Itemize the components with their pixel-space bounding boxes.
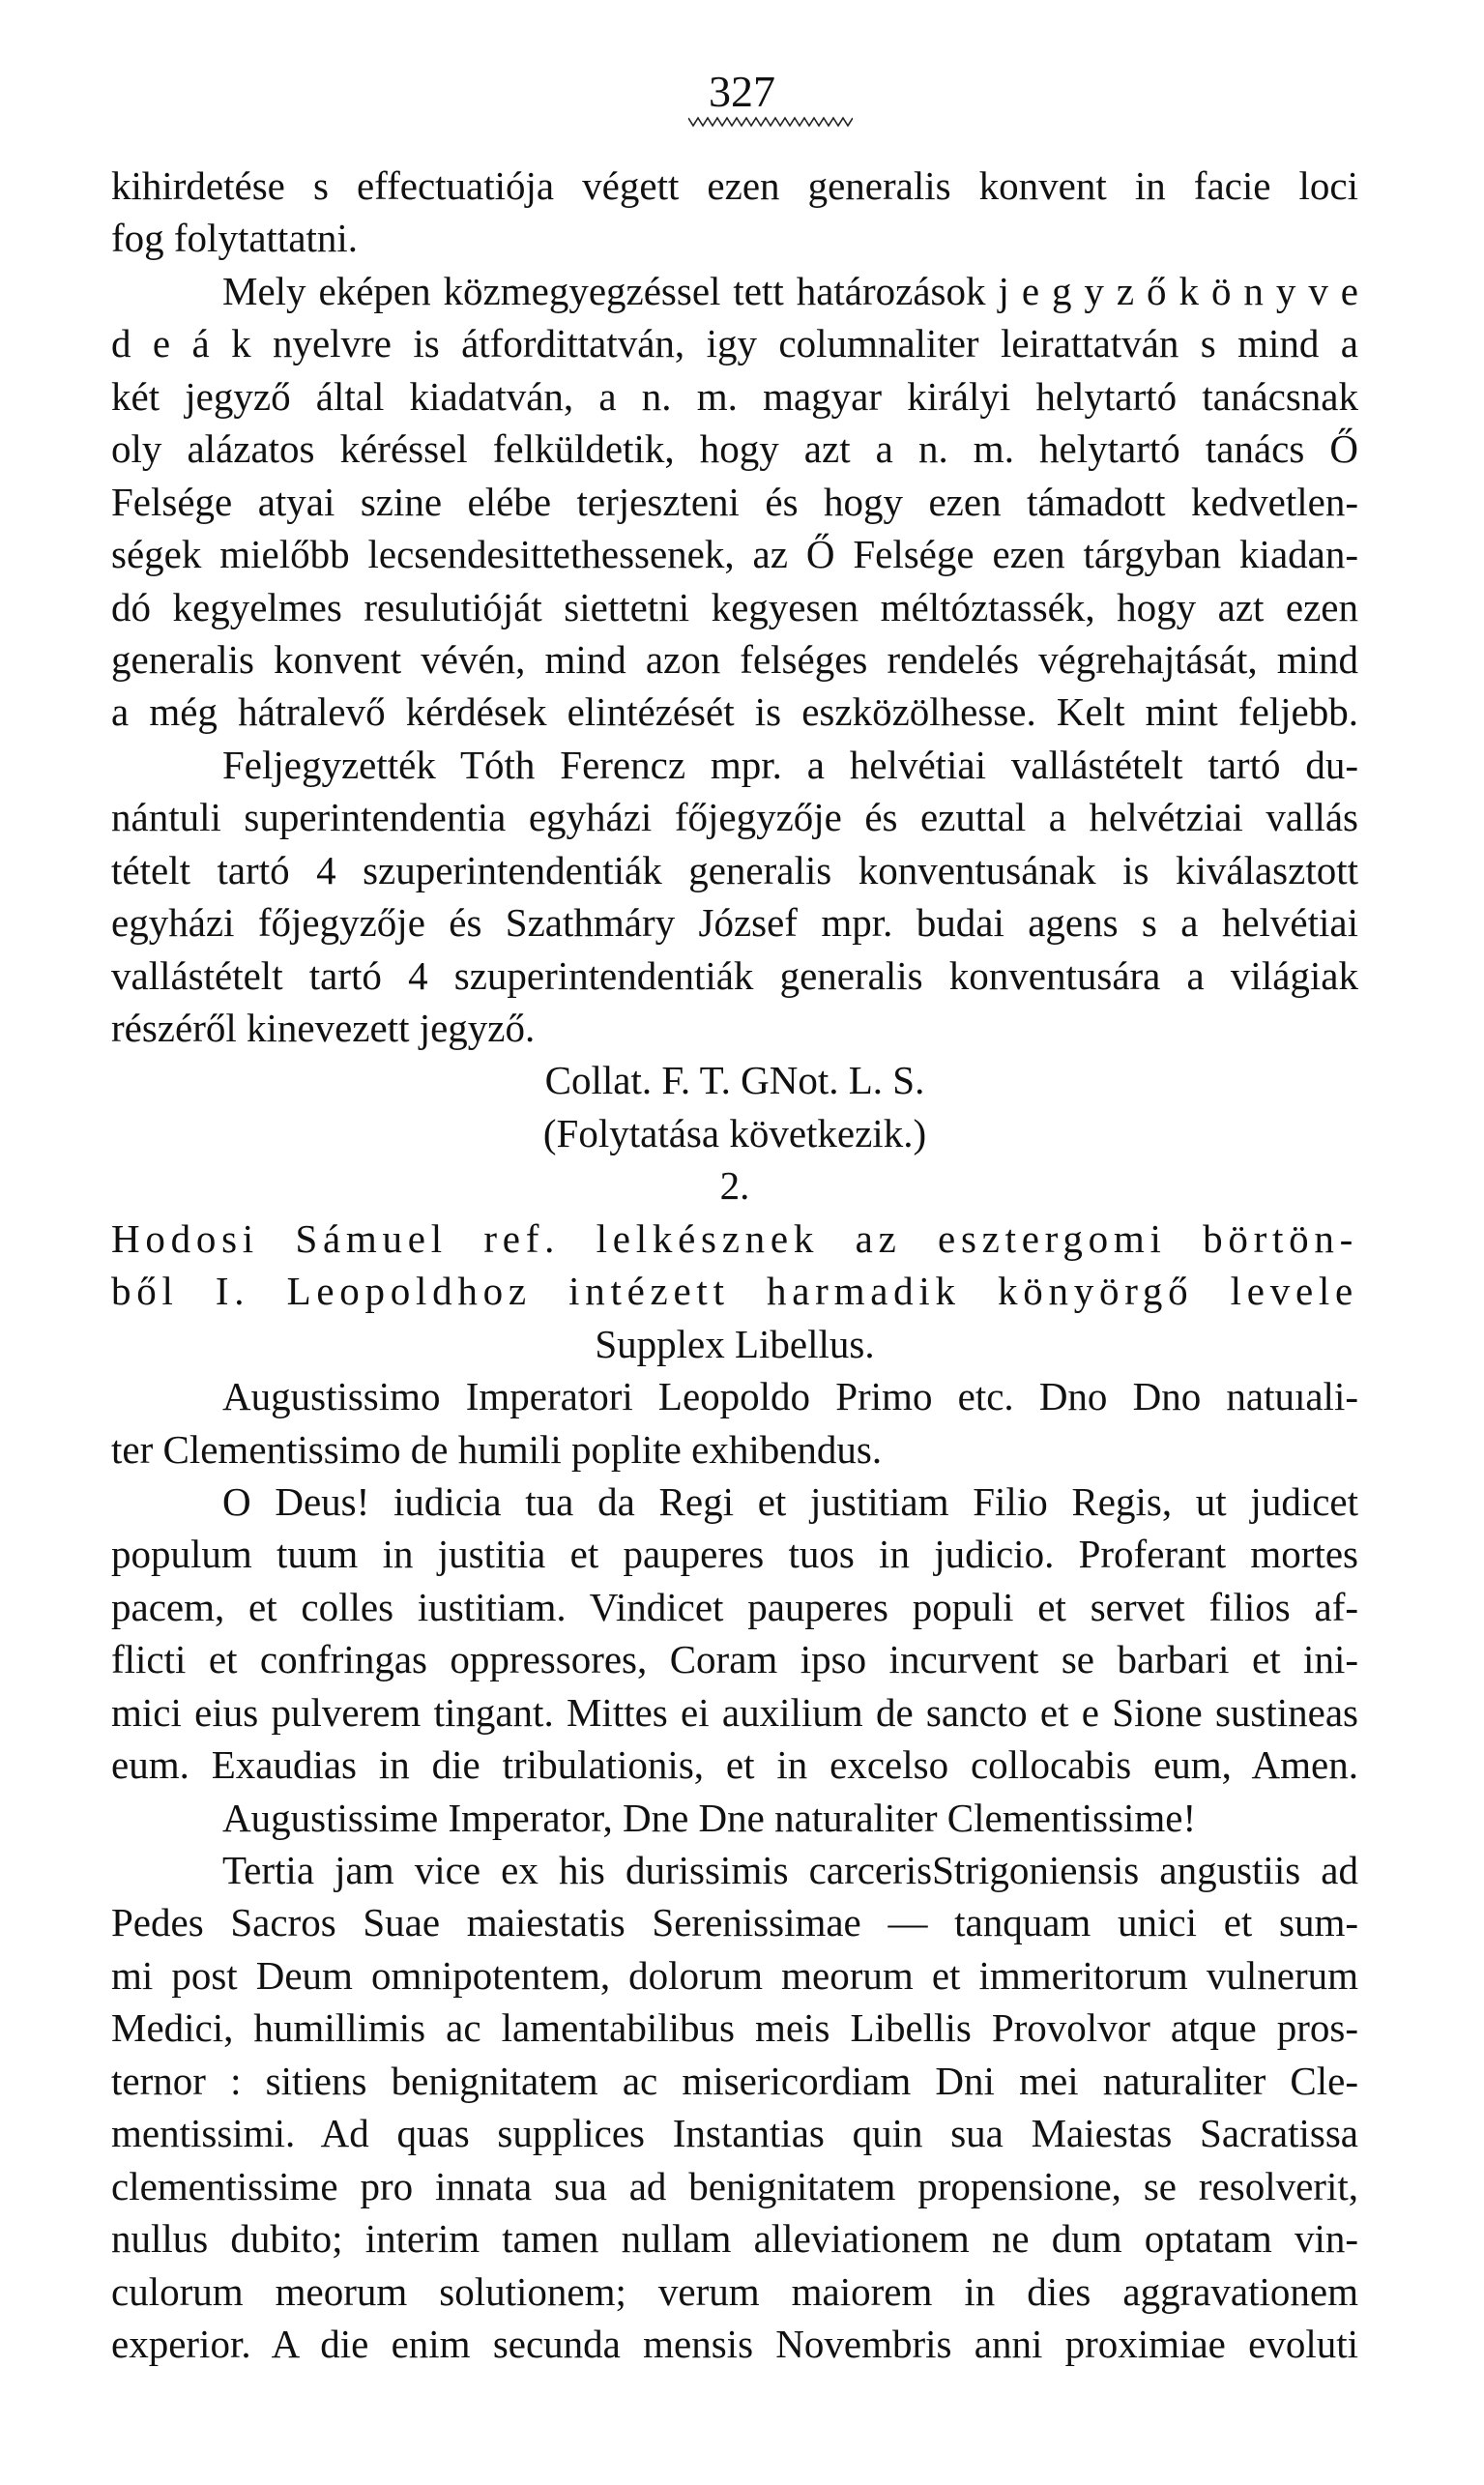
- text-line: nántuli superintendentia egyházi főjegyzője és ezuttal a helvétziai vallás: [111, 795, 1358, 840]
- text-line: két jegyző által kiadatván, a n. m. magyar királyi helytartó tanácsnak: [111, 373, 1358, 419]
- text-line: d e á k nyelvre is átfordittatván, igy columnaliter leirattatván s mind a: [111, 321, 1358, 366]
- text-line: experior. A die enim secunda mensis Novembris anni proximiae evoluti: [111, 2321, 1358, 2366]
- salutation-line: Augustissime Imperator, Dne Dne naturaliter Clementissime!: [222, 1795, 1197, 1840]
- decorative-wave-rule: [688, 114, 853, 128]
- text-line: oly alázatos kéréssel felküldetik, hogy azt a n. m. helytartó tanács Ő: [111, 426, 1358, 472]
- section-heading-line: ből I. Leopoldhoz intézett harmadik könyörgő levele: [111, 1269, 1358, 1314]
- text-line: eum. Exaudias in die tribulationis, et in excelso collocabis eum, Amen.: [111, 1742, 1358, 1788]
- paragraph-start-line: Mely eképen közmegyegzéssel tett határozások j e g y z ő k ö n y v e: [222, 268, 1358, 313]
- text-line: Medici, humillimis ac lamentabilibus meis Libellis Provolvor atque pros-: [111, 2005, 1358, 2051]
- paragraph-start-line: Feljegyzették Tóth Ferencz mpr. a helvétiai vallástételt tartó du-: [222, 742, 1358, 787]
- continuation-note: (Folytatása következik.): [542, 1110, 927, 1155]
- text-line: generalis konvent vévén, mind azon felséges rendelés végrehajtását, mind: [111, 636, 1358, 682]
- text-line: Felsége atyai szine elébe terjeszteni és hogy ezen támadott kedvetlen-: [111, 479, 1358, 524]
- text-line: részéről kinevezett jegyző.: [111, 1006, 536, 1050]
- text-line: clementissime pro innata sua ad benignitatem propensione, se resolverit,: [111, 2163, 1358, 2208]
- text-line: nullus dubito; interim tamen nullam alleviationem ne dum optatam vin-: [111, 2216, 1358, 2262]
- collation-line: Collat. F. T. GNot. L. S.: [544, 1058, 925, 1103]
- text-line: pacem, et colles iustitiam. Vindicet pauperes populi et servet filios af-: [111, 1584, 1358, 1629]
- text-line: ternor : sitiens benignitatem ac misericordiam Dni mei naturaliter Cle-: [111, 2058, 1358, 2103]
- section-heading-line: Hodosi Sámuel ref. lelkésznek az esztergomi börtön-: [111, 1215, 1358, 1261]
- text-line: mici eius pulverem tingant. Mittes ei auxilium de sancto et e Sione sustineas: [111, 1689, 1358, 1735]
- text-line: kihirdetése s effectuatiója végett ezen generalis konvent in facie loci: [111, 163, 1358, 208]
- text-line: populum tuum in justitia et pauperes tuos in judicio. Proferant mortes: [111, 1532, 1358, 1577]
- paragraph-start-line: Tertia jam vice ex his durissimis carcerisStrigoniensis angustiis ad: [222, 1848, 1358, 1892]
- text-line: fog folytattatni.: [111, 216, 359, 261]
- text-line: Pedes Sacros Suae maiestatis Serenissimae — tanquam unici et sum-: [111, 1900, 1358, 1945]
- page-number: 327: [709, 67, 775, 116]
- text-line: ter Clementissimo de humili poplite exhibendus.: [111, 1426, 883, 1472]
- paragraph-start-line: O Deus! iudicia tua da Regi et justitiam Filio Regis, ut judicet: [222, 1478, 1358, 1524]
- section-number: 2.: [719, 1163, 750, 1209]
- text-line: vallástételt tartó 4 szuperintendentiák generalis konventusára a világiak: [111, 952, 1358, 998]
- text-line: a még hátralevő kérdések elintézését is eszközölhesse. Kelt mint feljebb.: [111, 689, 1358, 735]
- text-line: dó kegyelmes resulutióját siettetni kegyesen méltóztassék, hogy azt ezen: [111, 584, 1358, 629]
- text-line: culorum meorum solutionem; verum maiorem in dies aggravationem: [111, 2268, 1358, 2314]
- body-text: [111, 160, 1358, 2370]
- text-line: ségek mielőbb lecsendesittethessenek, az Ő Felsége ezen tárgyban kiadan-: [111, 532, 1358, 577]
- paragraph-start-line: Augustissimo Imperatori Leopoldo Primo etc. Dno Dno natuıali-: [222, 1374, 1358, 1419]
- text-line: mi post Deum omnipotentem, dolorum meorum et immeritorum vulnerum: [111, 1952, 1358, 1998]
- text-line: mentissimi. Ad quas supplices Instantias quin sua Maiestas Sacratissa: [111, 2111, 1358, 2156]
- text-line: egyházi főjegyzője és Szathmáry József mpr. budai agens s a helvétiai: [111, 900, 1358, 946]
- document-title: Supplex Libellus.: [595, 1321, 875, 1366]
- text-line: tételt tartó 4 szuperintendentiák generalis konventusának is kiválasztott: [111, 847, 1358, 892]
- text-line: flicti et confringas oppressores, Coram ipso incurvent se barbari et ini-: [111, 1637, 1358, 1682]
